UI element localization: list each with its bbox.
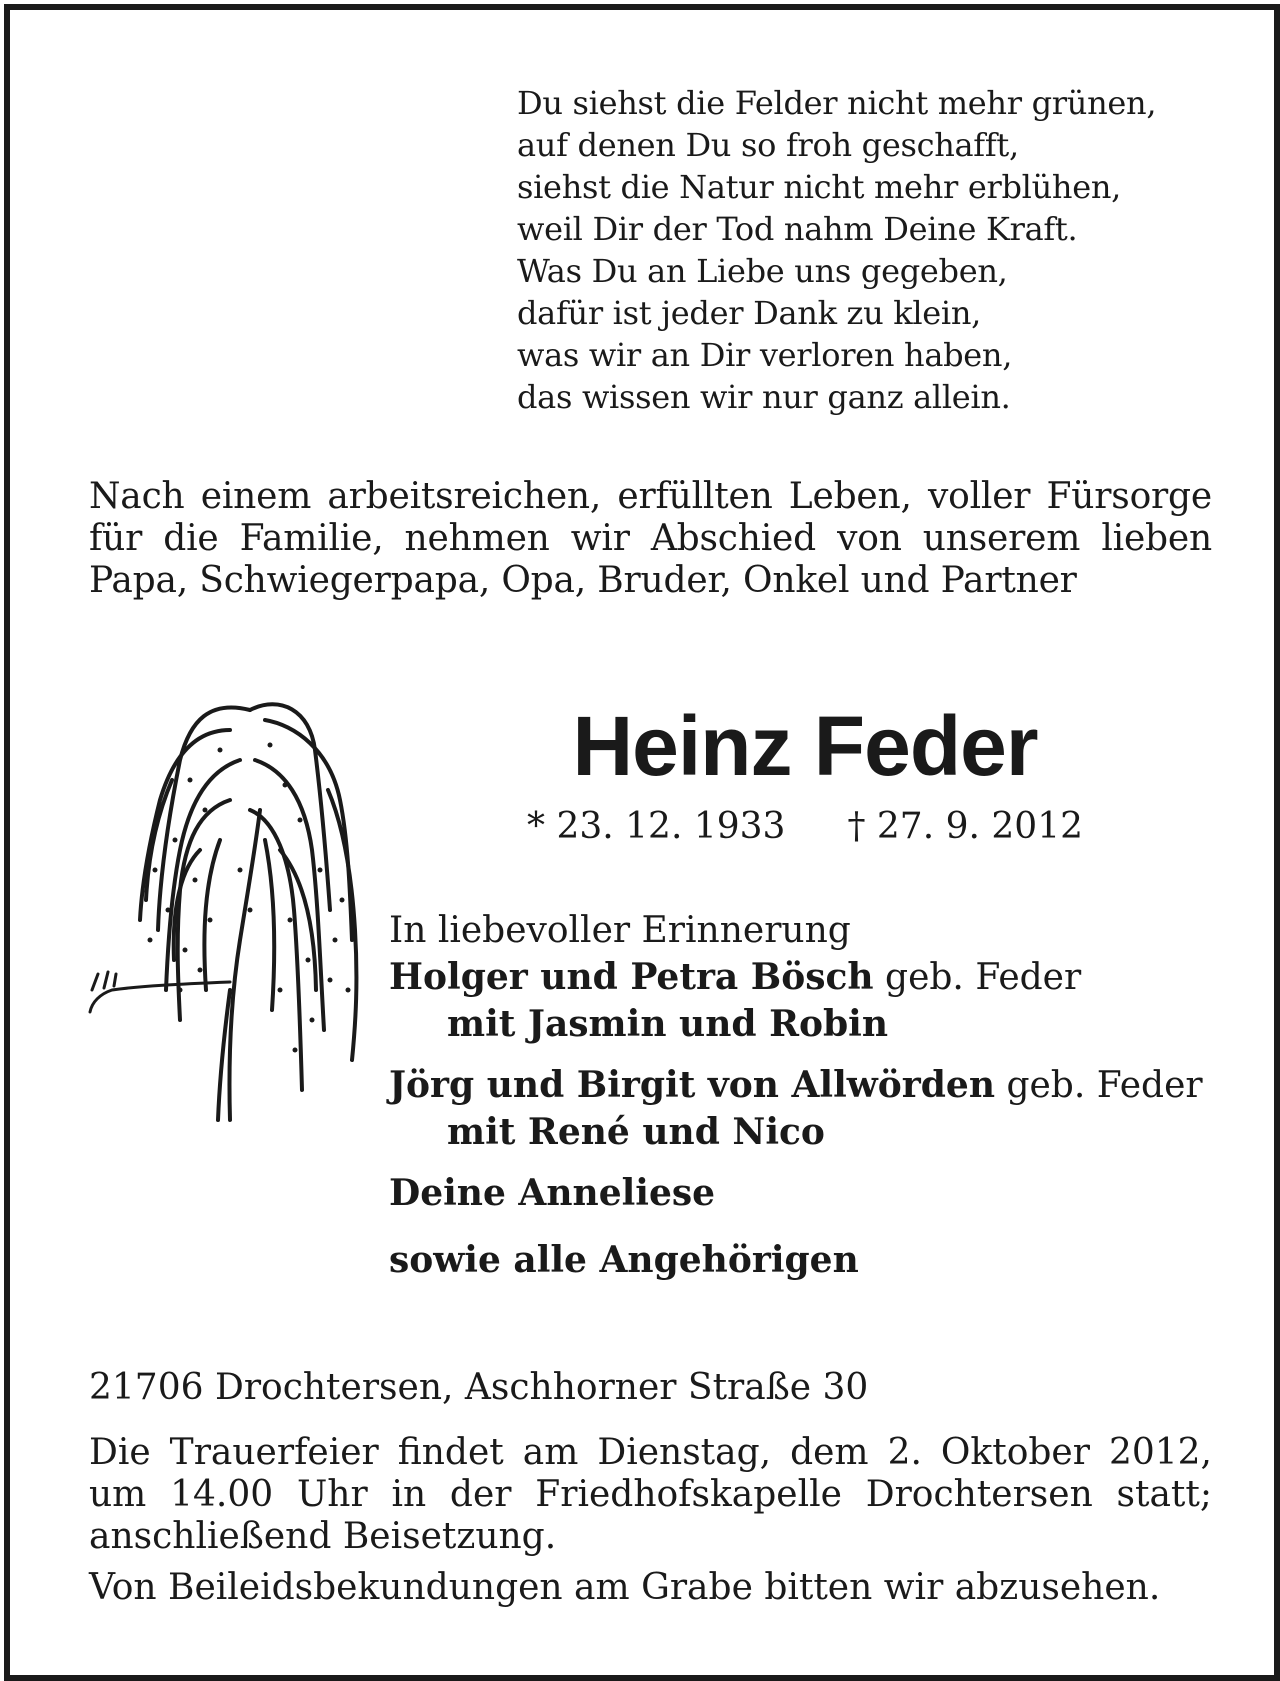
partner-line: Deine Anneliese: [389, 1172, 716, 1214]
maiden-name: geb. Feder: [873, 957, 1082, 998]
condolence-note: Von Beileidsbekundungen am Grabe bitten wir abzusehen.: [89, 1567, 1161, 1608]
maiden-name: geb. Feder: [995, 1065, 1203, 1106]
address: 21706 Drochtersen, Aschhorner Straße 30: [89, 1367, 869, 1408]
life-dates: [510, 805, 1100, 849]
relatives-line: sowie alle Angehörigen: [389, 1239, 859, 1281]
poem-line: was wir an Dir verloren haben,: [517, 336, 1013, 374]
mourners-list: [389, 908, 1219, 1284]
poem-line: dafür ist jeder Dank zu klein,: [517, 294, 982, 332]
deceased-name: Heinz Feder: [572, 699, 1038, 793]
intro-paragraph: Nach einem arbeitsreichen, erfüllten Leben, voller Fürsorge für die Familie, nehmen wir Abschied von unserem lieben Papa, Schwiegerpapa, Opa, Bruder, Onkel und Partner: [89, 476, 1212, 601]
remembrance-heading: In liebevoller Erinnerung: [389, 910, 851, 951]
family-line: [389, 1062, 1219, 1109]
poem: [517, 82, 1156, 418]
poem-line: siehst die Natur nicht mehr erblühen,: [517, 168, 1122, 206]
poem-line: Was Du an Liebe uns gegeben,: [517, 252, 1008, 290]
poem-line: Du siehst die Felder nicht mehr grünen,: [517, 84, 1157, 122]
death-date: † 27. 9. 2012: [847, 806, 1083, 847]
family-children: mit René und Nico: [447, 1111, 825, 1153]
poem-line: weil Dir der Tod nahm Deine Kraft.: [517, 210, 1078, 248]
obituary-frame: [4, 4, 1280, 1681]
family-line: [389, 954, 1219, 1001]
poem-line: das wissen wir nur ganz allein.: [517, 378, 1011, 416]
poem-line: auf denen Du so froh geschafft,: [517, 126, 1019, 164]
birth-date: * 23. 12. 1933: [527, 806, 786, 847]
weeping-willow-icon: [80, 690, 380, 1150]
family-names: Holger und Petra Bösch: [389, 956, 874, 998]
family-children: mit Jasmin und Robin: [447, 1003, 889, 1045]
family-names: Jörg und Birgit von Allwörden: [389, 1064, 995, 1106]
funeral-service-info: Die Trauerfeier findet am Dienstag, dem 2. Oktober 2012, um 14.00 Uhr in der Friedhofskapelle Drochtersen statt; anschließend Beisetzung.: [89, 1432, 1212, 1557]
